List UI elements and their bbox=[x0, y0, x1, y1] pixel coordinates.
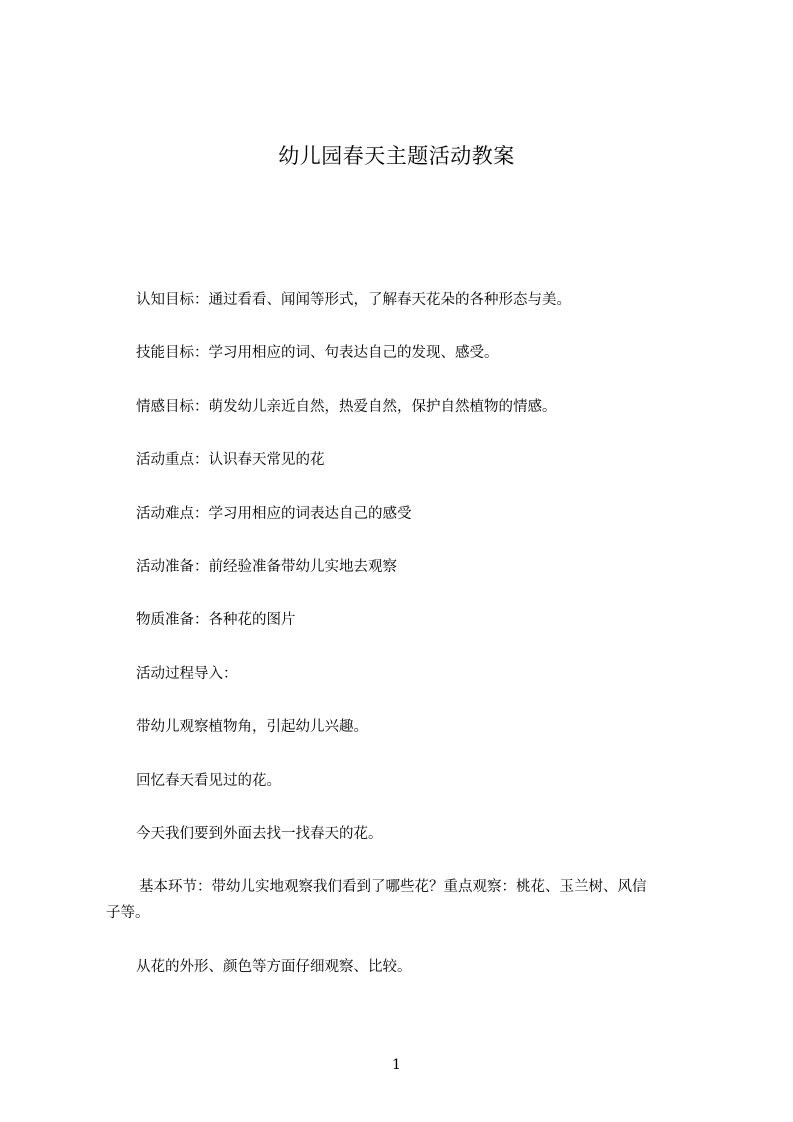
paragraph-process-intro: 活动过程导入： bbox=[136, 666, 238, 682]
paragraph-preparation: 活动准备：前经验准备带幼儿实地去观察 bbox=[136, 559, 397, 575]
paragraph-emotion-goal: 情感目标：萌发幼儿亲近自然，热爱自然，保护自然植物的情感。 bbox=[136, 399, 557, 415]
paragraph-difficulty: 活动难点：学习用相应的词表达自己的感受 bbox=[136, 506, 412, 522]
paragraph-skill-goal: 技能目标：学习用相应的词、句表达自己的发现、感受。 bbox=[136, 345, 499, 361]
paragraph-cognitive-goal: 认知目标：通过看看、闻闻等形式，了解春天花朵的各种形态与美。 bbox=[136, 292, 571, 308]
paragraph-basic-steps-continued: 子等。 bbox=[106, 905, 150, 921]
page-number: 1 bbox=[392, 1057, 401, 1073]
paragraph-observe-plants: 带幼儿观察植物角，引起幼儿兴趣。 bbox=[136, 719, 368, 735]
paragraph-basic-steps: 基本环节：带幼儿实地观察我们看到了哪些花？重点观察：桃花、玉兰树、风信 bbox=[139, 879, 647, 895]
document-title: 幼儿园春天主题活动教案 bbox=[278, 144, 515, 168]
paragraph-find-flowers: 今天我们要到外面去找一找春天的花。 bbox=[136, 826, 383, 842]
paragraph-key-point: 活动重点：认识春天常见的花 bbox=[136, 452, 325, 468]
paragraph-materials: 物质准备：各种花的图片 bbox=[136, 612, 296, 628]
paragraph-compare: 从花的外形、颜色等方面仔细观察、比较。 bbox=[136, 959, 412, 975]
paragraph-recall-flowers: 回忆春天看见过的花。 bbox=[136, 773, 281, 789]
